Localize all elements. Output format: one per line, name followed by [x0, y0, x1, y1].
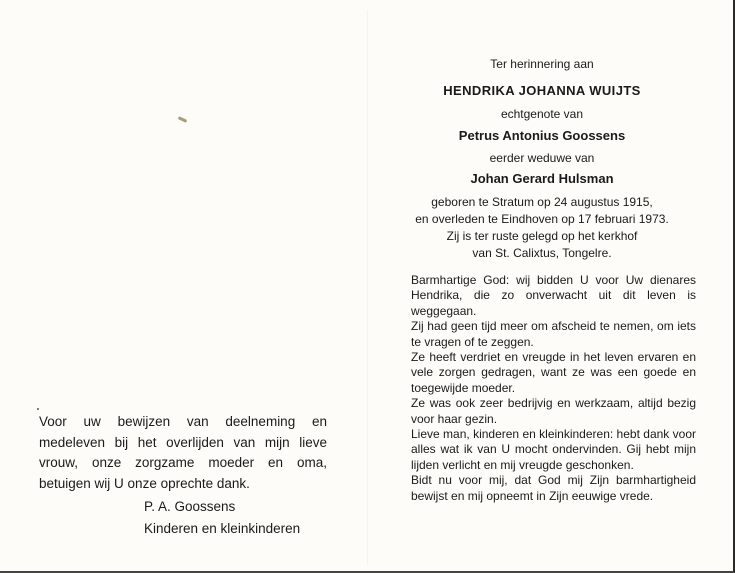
signature-family: Kinderen en kleinkinderen	[144, 521, 301, 536]
burial-line: Zij is ter ruste gelegd op het kerkhof	[446, 229, 638, 243]
widow-intro: eerder weduwe van	[489, 151, 595, 165]
card-fold	[367, 10, 368, 565]
intro-text: Ter herinnering aan	[490, 57, 594, 71]
deceased-name: HENDRIKA JOHANNA WUIJTS	[443, 83, 641, 98]
memorial-header	[382, 58, 702, 264]
prayer-paragraph: Ze heeft verdriet en vreugde in het leven ervaren en vele zorgen gedragen, want ze was een goede en toegewijde moeder.	[411, 350, 696, 395]
spouse-intro: echtgenote van	[500, 107, 584, 121]
signature-name: P. A. Goossens	[144, 499, 236, 514]
paper-dot	[37, 408, 39, 410]
cemetery-line: van St. Calixtus, Tongelre.	[472, 246, 612, 260]
signature	[144, 496, 300, 540]
prayer-paragraph: Lieve man, kinderen en kleinkinderen: hebt dank voor alles wat ik van U mocht ondervinden. Gij hebt mijn lijden verlicht en mij vreugde geschonken.	[411, 427, 696, 472]
prayer-paragraph: Barmhartige God: wij bidden U voor Uw dienares Hendrika, die zo onverwacht uit dit leven is weggegaan.	[411, 273, 696, 318]
prayer-paragraph: Zij had geen tijd meer om afscheid te nemen, om iets te vragen of te zeggen.	[411, 319, 696, 349]
prayer-text	[411, 273, 696, 504]
thanks-text: Voor uw bewijzen van deelneming en medeleven bij het overlijden van mijn lieve vrouw, onze zorgzame moeder en oma, betuigen wij U onze oprechte dank.	[39, 414, 327, 491]
prayer-paragraph: Ze was ook zeer bedrijvig en werkzaam, altijd bezig voor haar gezin.	[411, 396, 696, 426]
death-line: en overleden te Eindhoven op 17 februari 1973.	[415, 212, 669, 226]
prayer-paragraph: Bidt nu voor mij, dat God mij Zijn barmhartigheid bewijst en mij opneemt in Zijn eeuwige vrede.	[411, 473, 696, 503]
former-spouse-name: Johan Gerard Hulsman	[470, 171, 614, 186]
paper-mark	[178, 116, 187, 123]
birth-line: geboren te Stratum op 24 augustus 1915,	[431, 195, 653, 209]
spouse-name: Petrus Antonius Goossens	[458, 128, 626, 143]
